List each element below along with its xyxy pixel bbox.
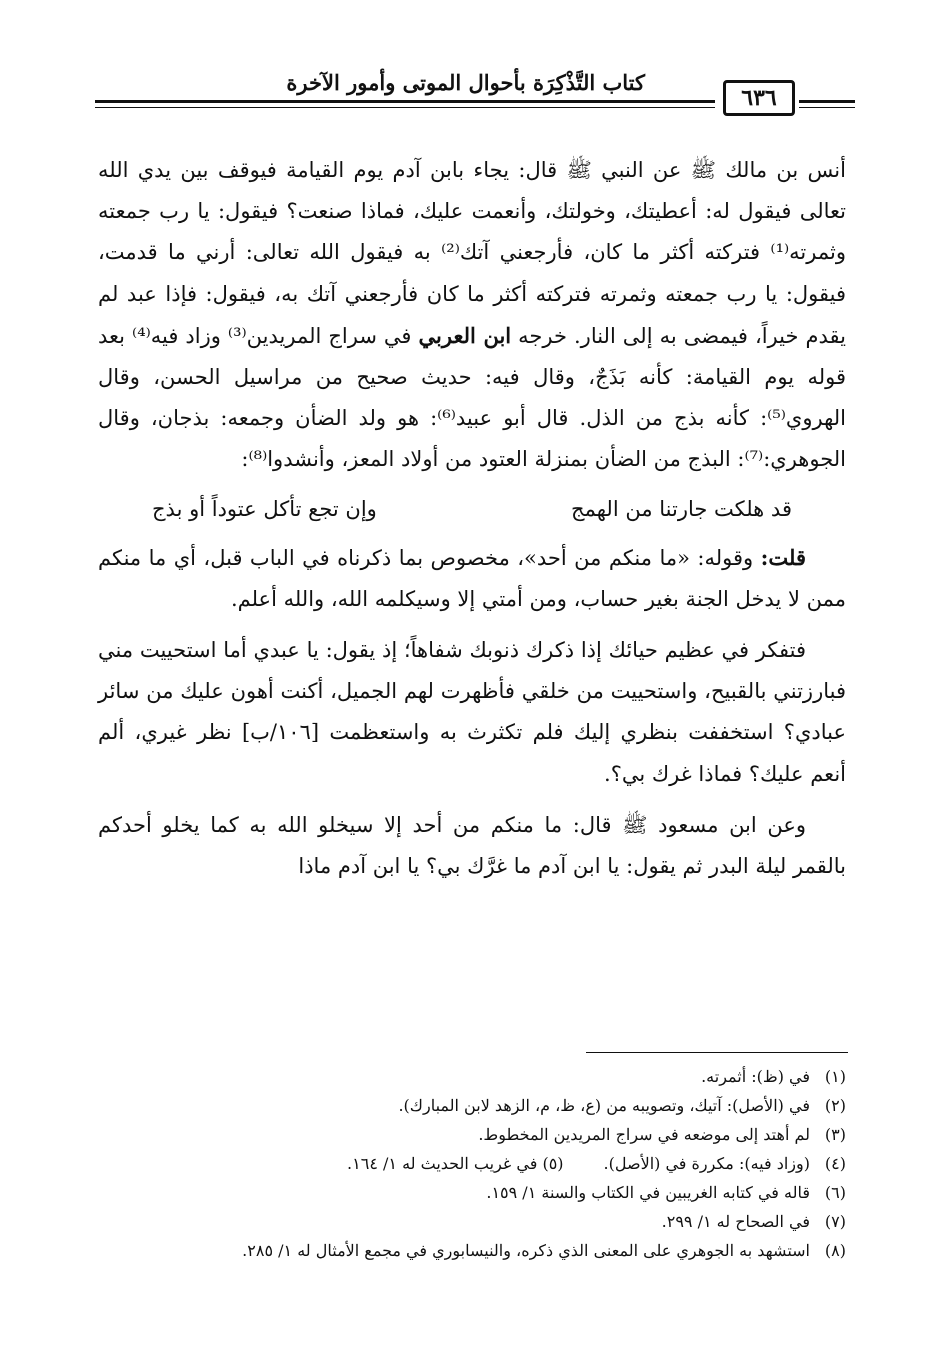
- footnote: (٨)استشهد به الجوهري على المعنى الذي ذكره، والنيسابوري في مجمع الأمثال له ١/ ٢٨٥.: [242, 1241, 846, 1260]
- paragraph-hadith: أنس بن مالك ﷺ عن النبي ﷺ قال: يجاء بابن آدم يوم القيامة فيوقف بين يدي الله تعالى فيقول له: أعطيتك، وخولتك، وأنعمت عليك، فماذا صنعت؟ فيقول: يا رب جمعته وثمرته⁽¹⁾ فتركته أكثر ما كان، فأرجعني آتك⁽²⁾ به فيقول الله تعالى: أرني ما قدمت، فيقول: يا رب جمعته وثمرته فتركته أكثر ما كان فأرجعني آتك به، فيقول: فإذا عبد لم يقدم خيراً، فيمضى به إلى النار. خرجه ابن العربي في سراج المريدين⁽³⁾ وزاد فيه⁽⁴⁾ بعد قوله يوم القيامة: كأنه بَذَجٌ، وقال فيه: حديث صحيح من مراسيل الحسن، وقال الهروي⁽⁵⁾: كأنه بذج من الذل. قال أبو عبيد⁽⁶⁾: هو ولد الضأن وجمعه: بذجان، وقال الجوهري:⁽⁷⁾: البذج من الضأن بمنزلة العتود من أولاد المعز، وأنشدوا⁽⁸⁾:: [98, 158, 846, 472]
- book-title: كتاب التَّذْكِرَة بأحوال الموتى وأمور الآخرة: [286, 70, 645, 95]
- bold-name: ابن العربي: [418, 322, 512, 348]
- verse-first-hemistich: قد هلكت جارتنا من الهمج: [571, 496, 792, 521]
- header-rule-right: [799, 100, 855, 103]
- header-rule: [95, 100, 715, 103]
- footnotes: [98, 1062, 846, 1265]
- footnote: (٦)قاله في كتابه الغريبين في الكتاب والسنة ١/ ١٥٩.: [486, 1183, 846, 1202]
- footnote: (١)في (ظ): أثمرته.: [701, 1067, 846, 1086]
- paragraph-reflection: فتفكر في عظيم حيائك إذا ذكرك ذنوبك شفاهاً؛ إذ يقول: يا عبدي أما استحييت مني فبارزتني بالقبيح، واستحييت من خلقي فأظهرت لهم الجميل، أكنت أهون عليك من سائر عبادي؟ استخففت بنظري إليك فلم تكثرث به واستعظمت [١٠٦/ب] نظر غيري، ألم أنعم عليك؟ فماذا غرك بي؟.: [98, 638, 846, 786]
- paragraph-commentary: قلت: وقوله: «ما منكم من أحد»، مخصوص بما ذكرناه في الباب قبل، أي ما منكم ممن لا يدخل الجنة بغير حساب، ومن أمتي إلا وسيكلمه الله، والله أعلم.: [98, 544, 846, 611]
- verse-second-hemistich: وإن تجع تأكل عتوداً أو بذج: [152, 496, 377, 521]
- header-rule-right-thin: [799, 107, 855, 108]
- paragraph-ibn-masud: وعن ابن مسعود ﷺ قال: ما منكم من أحد إلا سيخلو الله به كما يخلو أحدكم بالقمر ليلة البدر ثم يقول: يا ابن آدم ما غرَّك بي؟ يا ابن آدم ماذا: [98, 812, 846, 879]
- poem-verse: [152, 489, 792, 529]
- footnote: (٣)لم أهتد إلى موضعه في سراج المريدين المخطوط.: [478, 1125, 846, 1144]
- main-text: [98, 150, 846, 887]
- page-number: ٦٣٦: [723, 80, 795, 116]
- footnote: (٧)في الصحاح له ١/ ٢٩٩.: [661, 1212, 846, 1231]
- footnote: (٤)(وزاد فيه): مكررة في (الأصل).(٥) في غريب الحديث له ١/ ١٦٤.: [347, 1154, 846, 1173]
- footnote-separator: [586, 1052, 848, 1053]
- header-rule-thin: [95, 107, 715, 108]
- running-header: [95, 60, 855, 120]
- footnote: (٢)في (الأصل): آتيك، وتصويبه من (ع، ظ، م، الزهد لابن المبارك).: [398, 1096, 846, 1115]
- qultu-label: قلت:: [760, 544, 806, 570]
